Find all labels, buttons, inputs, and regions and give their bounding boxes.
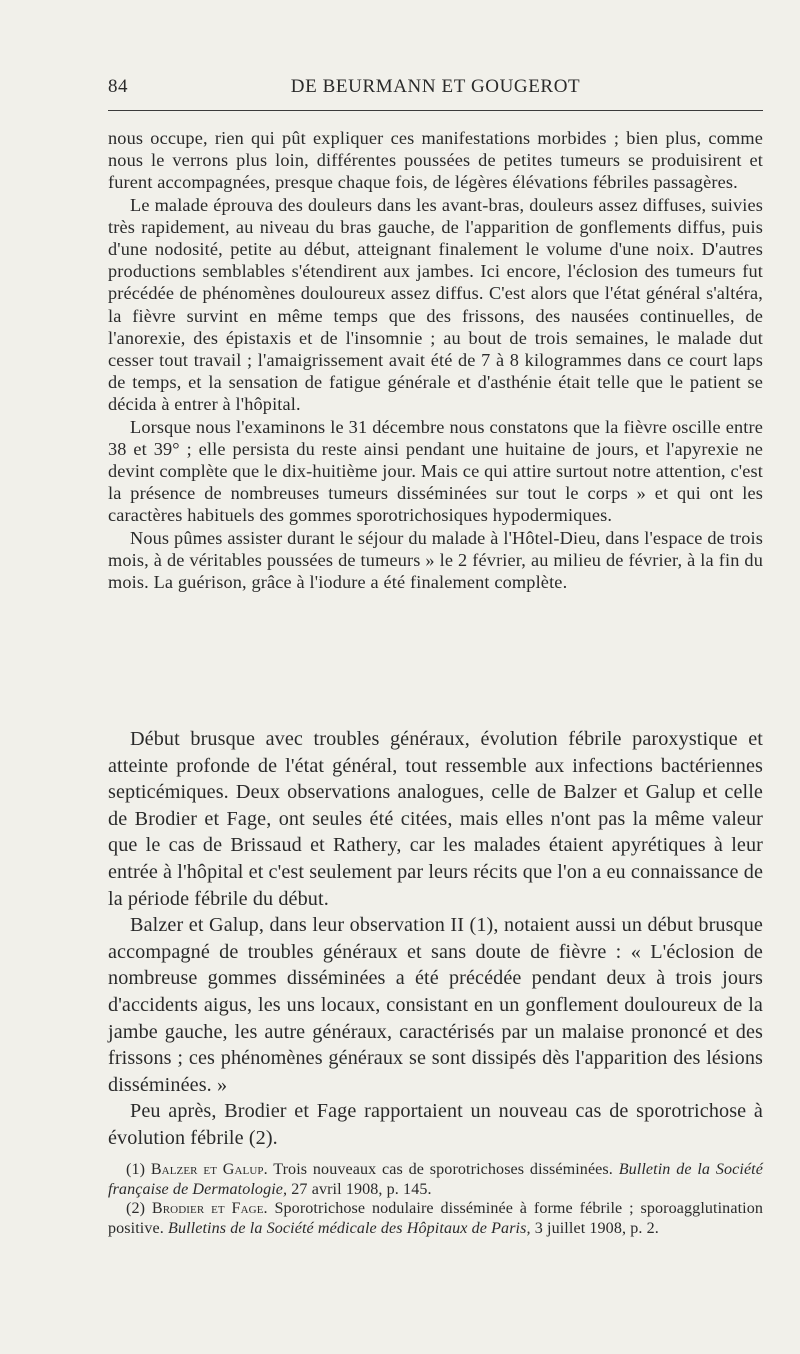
- footnote-journal: Bulletins de la Société médicale des Hôpitaux de Paris,: [168, 1220, 531, 1238]
- footnote-authors: Balzer et Galup.: [150, 1161, 268, 1178]
- footnote-date: 3 juillet 1908, p. 2.: [534, 1220, 659, 1238]
- footnote-marker: (2): [126, 1200, 146, 1218]
- page-number: 84: [108, 76, 128, 97]
- footnote: [108, 1199, 763, 1238]
- footnote-journal: Bulletin de la Société française de Dermatologie,: [108, 1161, 763, 1198]
- footnote-marker: (1): [126, 1161, 146, 1178]
- footnote-authors: Brodier et Fage.: [151, 1200, 268, 1218]
- paragraph: Peu après, Brodier et Fage rapportaient un nouveau cas de sporotrichose à évolution fébrile (2).: [108, 1100, 763, 1149]
- paragraph: Le malade éprouva des douleurs dans les avant-bras, douleurs assez diffuses, suivies très rapidement, au niveau du bras gauche, de l'apparition de gonflements diffus, puis d'une nodosité, petite au début, atteignant finalement le volume d'une noix. D'autres productions semblables s'étendirent aux jambes. Ici encore, l'éclosion des tumeurs fut précédée de phénomènes douloureux assez diffus. C'est alors que l'état général s'altéra, la fièvre survint en même temps que des frissons, des nausées continuelles, de l'anorexie, des épistaxis et de l'insomnie ; au bout de trois semaines, le malade dut cesser tout travail ; l'amaigrissement avait été de 7 à 8 kilogrammes dans ce court laps de temps, et la sensation de fatigue générale et d'asthénie était telle que le patient se décida à entrer à l'hôpital.: [108, 194, 763, 415]
- running-title: DE BEURMANN ET GOUGEROT: [290, 76, 581, 97]
- footnote-date: 27 avril 1908, p. 145.: [291, 1180, 432, 1198]
- footnote-title: Sporotrichose nodulaire disséminée à forme fébrile ; sporoagglutination positive.: [108, 1200, 763, 1238]
- paragraph: Nous pûmes assister durant le séjour du malade à l'Hôtel-Dieu, dans l'espace de trois mois, à de véritables poussées de tumeurs » le 2 février, au milieu de février, à la fin du mois. La guérison, grâce à l'iodure a été finalement complète.: [108, 527, 763, 593]
- footnote: [108, 1160, 763, 1199]
- footnotes: [108, 1160, 763, 1239]
- footnote-title: Trois nouveaux cas de sporotrichoses disséminées.: [273, 1161, 613, 1178]
- discussion-text: [108, 726, 763, 1152]
- paragraph: Début brusque avec troubles généraux, évolution fébrile paroxystique et atteinte profonde de l'état général, tout ressemble aux infections bactériennes septicémiques. Deux observations analogues, celle de Balzer et Galup et celle de Brodier et Fage, ont seules été citées, mais elles n'ont pas la même valeur que le cas de Brissaud et Rathery, car les malades étaient apyrétiques à leur entrée à l'hôpital et c'est seulement par leurs récits que l'on a eu connaissance de la période fébrile du début.: [108, 728, 763, 910]
- paragraph: Balzer et Galup, dans leur observation II (1), notaient aussi un début brusque accompagné de troubles généraux et sans doute de fièvre : « L'éclosion de nombreuse gommes disséminées a été précédée pendant deux à trois jours d'accidents aigus, les uns locaux, consistant en un gonflement douloureux de la jambe gauche, les autre généraux, caractérisés par un malaise prononcé et des frissons ; ces phénomènes généraux se sont dissipés dès l'apparition des lésions disséminées. »: [108, 914, 763, 1096]
- observation-text: [108, 127, 763, 593]
- paragraph: nous occupe, rien qui pût expliquer ces manifestations morbides ; bien plus, comme nous le verrons plus loin, différentes poussées de petites tumeurs se produisirent et furent accompagnées, presque chaque fois, de légères élévations fébriles passagères.: [108, 128, 763, 193]
- header-rule: [108, 110, 763, 111]
- paragraph: Lorsque nous l'examinons le 31 décembre nous constatons que la fièvre oscille entre 38 et 39° ; elle persista du reste ainsi pendant une huitaine de jours, et l'apyrexie ne devint complète que le dix-huitième jour. Mais ce qui attire surtout notre attention, c'est la présence de nombreuses tumeurs disséminées sur tout le corps » et qui ont les caractères habituels des gommes sporotrichosiques hypodermiques.: [108, 416, 763, 526]
- page-header: [108, 76, 763, 104]
